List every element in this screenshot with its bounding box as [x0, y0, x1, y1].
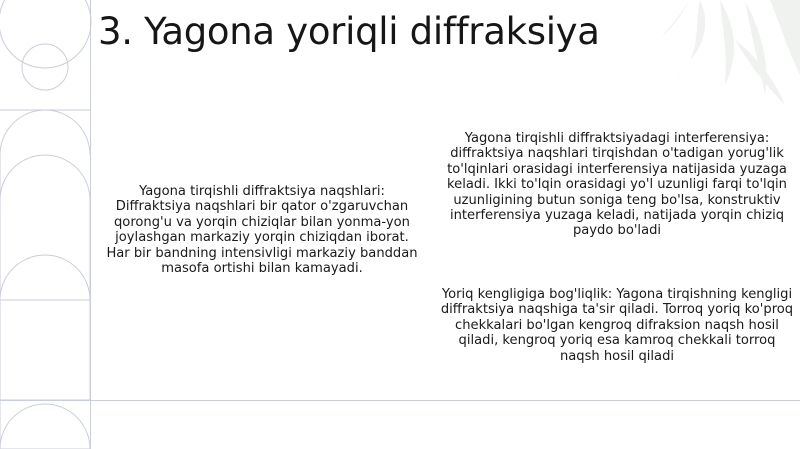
- right-text-block-interference: Yagona tirqishli diffraktsiyadagi interferensiya: diffraktsiya naqshlari tirqishdan o'tadigan yorug'lik to'lqinlari orasidagi interferensiya natijasida yuzaga keladi. Ikki to'lqin orasidagi yo'l uzunligi farqi to'lqin uzunligining butun soniga teng bo'lsa, konstruktiv interferensiya yuzaga keladi, natijada yorqin chiziq paydo bo'ladi: [447, 131, 787, 239]
- slide-title: 3. Yagona yoriqli diffraksiya: [98, 10, 600, 53]
- circle-arch-decoration: [0, 0, 91, 449]
- left-text-block: Yagona tirqishli diffraktsiya naqshlari: Diffraktsiya naqshlari bir qator o'zgaruvchan qorong'u va yorqin chiziqlar bilan yonma-yon joylashgan markaziy yorqin chiziqdan iborat. Har bir bandning intensivligi markaziy banddan masofa ortishi bilan kamayadi.: [106, 184, 418, 277]
- right-text-block-slit-width: Yoriq kengligiga bog'liqlik: Yagona tirqishning kengligi diffraktsiya naqshiga ta'sir qiladi. Torroq yoriq ko'proq chekkalari bo'lgan kengroq difraksion naqsh hosil qiladi, kengroq yoriq esa kamroq chekkali torroq naqsh hosil qiladi: [440, 287, 794, 364]
